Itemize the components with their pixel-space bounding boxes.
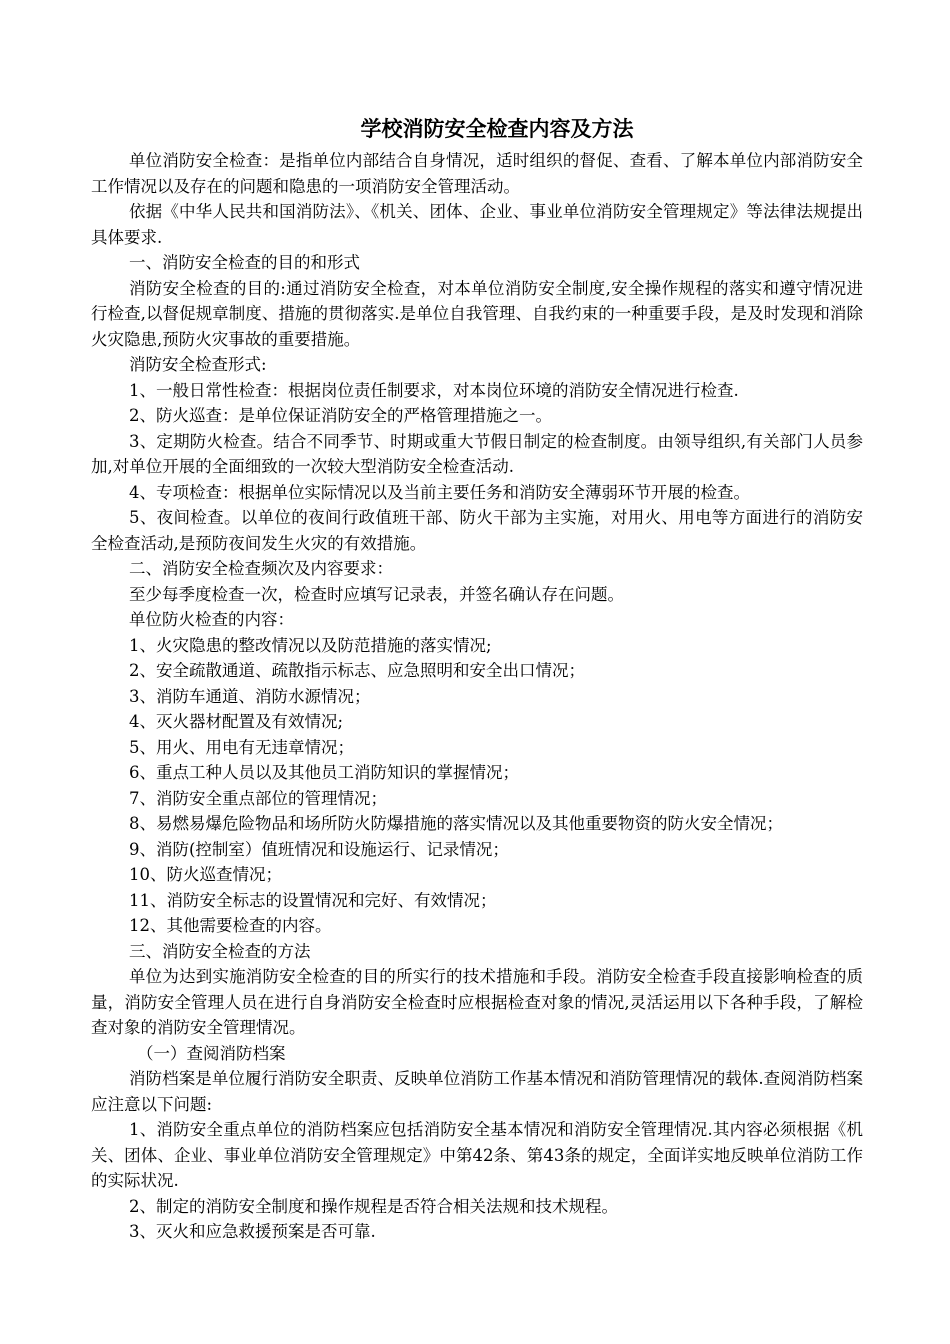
list-item: 1、一般日常性检查：根据岗位责任制要求，对本岗位环境的消防安全情况进行检查.	[129, 380, 739, 400]
list-item: 1、消防安全重点单位的消防档案应包括消防安全基本情况和消防安全管理情况.其内容必须根据《机关、团体、企业、事业单位消防安全管理规定》中第42条、第43条的规定，全面详实地反映单位消防工作的实际状况.	[91, 1120, 863, 1190]
list-item: 6、重点工种人员以及其他员工消防知识的掌握情况；	[129, 763, 519, 782]
list-item: 1、火灾隐患的整改情况以及防范措施的落实情况;	[129, 635, 492, 655]
list-item: 2、防火巡查：是单位保证消防安全的严格管理措施之一。	[129, 406, 552, 425]
list-item: 2、制定的消防安全制度和操作规程是否符合相关法规和技术规程。	[129, 1196, 618, 1216]
list-item: 3、定期防火检查。结合不同季节、时期或重大节假日制定的检查制度。由领导组织,有关部门人员参加,对单位开展的全面细致的一次较大型消防安全检查活动.	[91, 431, 863, 476]
paragraph: 依据《中华人民共和国消防法》、《机关、团体、企业、事业单位消防安全管理规定》等法律法规提出具体要求.	[91, 202, 863, 247]
list-item: 12、其他需要检查的内容。	[129, 916, 332, 935]
list-item: 3、灭火和应急救援预案是否可靠.	[129, 1222, 376, 1241]
paragraph: 单位消防安全检查：是指单位内部结合自身情况，适时组织的督促、查看、了解本单位内部消防安全工作情况以及存在的问题和隐患的一项消防安全管理活动。	[91, 151, 863, 196]
list-item: 9、消防(控制室）值班情况和设施运行、记录情况；	[129, 839, 509, 859]
paragraph: 单位防火检查的内容：	[129, 610, 294, 629]
paragraph: 至少每季度检查一次，检查时应填写记录表，并签名确认存在问题。	[129, 584, 624, 604]
list-item: 5、夜间检查。以单位的夜间行政值班干部、防火干部为主实施，对用火、用电等方面进行的消防安全检查活动,是预防夜间发生火灾的有效措施。	[91, 508, 863, 553]
list-item: 2、安全疏散通道、疏散指示标志、应急照明和安全出口情况；	[129, 661, 585, 680]
list-item: 4、专项检查：根据单位实际情况以及当前主要任务和消防安全薄弱环节开展的检查。	[129, 482, 750, 502]
list-item: 3、消防车通道、消防水源情况；	[129, 686, 371, 706]
paragraph: 消防档案是单位履行消防安全职责、反映单位消防工作基本情况和消防管理情况的载体.查阅消防档案应注意以下问题:	[91, 1069, 863, 1114]
paragraph: 消防安全检查的目的:通过消防安全检查，对本单位消防安全制度,安全操作规程的落实和遵守情况进行检查,以督促规章制度、措施的贯彻落实.是单位自我管理、自我约束的一种重要手段，是及时发现和消除火灾隐患,预防火灾事故的重要措施。	[91, 278, 863, 349]
section-heading: 一、消防安全检查的目的和形式	[129, 253, 360, 272]
section-heading: 二、消防安全检查频次及内容要求：	[129, 559, 393, 578]
document-title: 学校消防安全检查内容及方法	[360, 117, 634, 141]
list-item: 5、用火、用电有无违章情况；	[129, 737, 354, 757]
subsection-heading: （一）查阅消防档案	[137, 1043, 286, 1063]
paragraph: 消防安全检查形式:	[129, 355, 267, 374]
list-item: 8、易燃易爆危险物品和场所防火防爆措施的落实情况以及其他重要物资的防火安全情况；	[129, 814, 783, 833]
document-page	[91, 112, 863, 1245]
list-item: 4、灭火器材配置及有效情况;	[129, 712, 344, 731]
list-item: 7、消防安全重点部位的管理情况；	[129, 788, 387, 808]
section-heading: 三、消防安全检查的方法	[129, 941, 311, 961]
paragraph: 单位为达到实施消防安全检查的目的所实行的技术措施和手段。消防安全检查手段直接影响检查的质量，消防安全管理人员在进行自身消防安全检查时应根据检查对象的情况,灵活运用以下各种手段，了解检查对象的消防安全管理情况。	[91, 967, 863, 1037]
list-item: 10、防火巡查情况；	[129, 865, 282, 884]
list-item: 11、消防安全标志的设置情况和完好、有效情况；	[129, 890, 497, 910]
